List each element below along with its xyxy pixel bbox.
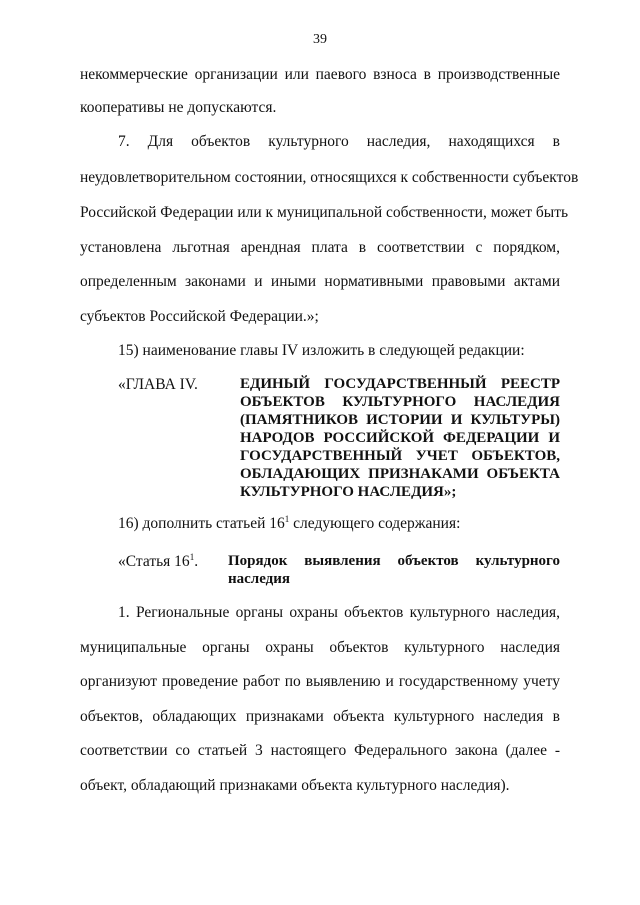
article-title-line: Порядок выявления объектов культурного [228, 553, 560, 569]
chapter-title-line: (ПАМЯТНИКОВ ИСТОРИИ И КУЛЬТУРЫ) [240, 412, 560, 428]
article-label [118, 553, 218, 572]
page-number: 39 [313, 32, 327, 47]
text-line: кооперативы не допускаются. [80, 99, 277, 116]
text-line: Российской Федерации или к муниципальной собственности, может быть [80, 204, 569, 221]
chapter-label: «ГЛАВА IV. [118, 376, 198, 393]
text-line: организуют проведение работ по выявлению и государственному учету [80, 673, 560, 690]
text-line: объектов, обладающих признаками объекта культурного наследия в [80, 708, 560, 725]
chapter-title-line: КУЛЬТУРНОГО НАСЛЕДИЯ»; [240, 484, 457, 500]
text-line: некоммерческие организации или паевого взноса в производственные [80, 66, 560, 83]
article-label-text: «Статья 16 [118, 553, 190, 570]
text-line: 7. Для объектов культурного наследия, находящихся в [118, 133, 560, 150]
article-label-end: . [194, 553, 199, 570]
item16-text-end: следующего содержания: [289, 515, 461, 532]
text-line: муниципальные органы охраны объектов культурного наследия [80, 639, 560, 656]
text-line: 1. Региональные органы охраны объектов культурного наследия, [118, 604, 560, 621]
chapter-title-line: ОБЪЕКТОВ КУЛЬТУРНОГО НАСЛЕДИЯ [240, 394, 560, 410]
text-line: объект, обладающий признаками объекта культурного наследия). [80, 777, 510, 794]
superscript: 1 [189, 552, 195, 562]
text-line: 15) наименование главы IV изложить в следующей редакции: [118, 342, 525, 359]
text-line: установлена льготная арендная плата в соответствии с порядком, [80, 239, 560, 256]
chapter-title-line: НАРОДОВ РОССИЙСКОЙ ФЕДЕРАЦИИ И [240, 430, 560, 446]
text-line: субъектов Российской Федерации.»; [80, 308, 319, 325]
chapter-title-line: ГОСУДАРСТВЕННЫЙ УЧЕТ ОБЪЕКТОВ, [240, 448, 560, 464]
text-line: неудовлетворительном состоянии, относящихся к собственности субъектов [80, 169, 579, 186]
text-line: определенным законами и иными нормативными правовыми актами [80, 273, 560, 290]
text-line [118, 515, 560, 534]
chapter-title-line: ОБЛАДАЮЩИХ ПРИЗНАКАМИ ОБЪЕКТА [240, 466, 560, 482]
superscript: 1 [284, 514, 290, 524]
text-line: соответствии со статьей 3 настоящего Федерального закона (далее - [80, 742, 560, 759]
item16-text: 16) дополнить статьей 16 [118, 515, 285, 532]
chapter-title-line: ЕДИНЫЙ ГОСУДАРСТВЕННЫЙ РЕЕСТР [240, 376, 560, 392]
article-title-line: наследия [228, 571, 291, 587]
